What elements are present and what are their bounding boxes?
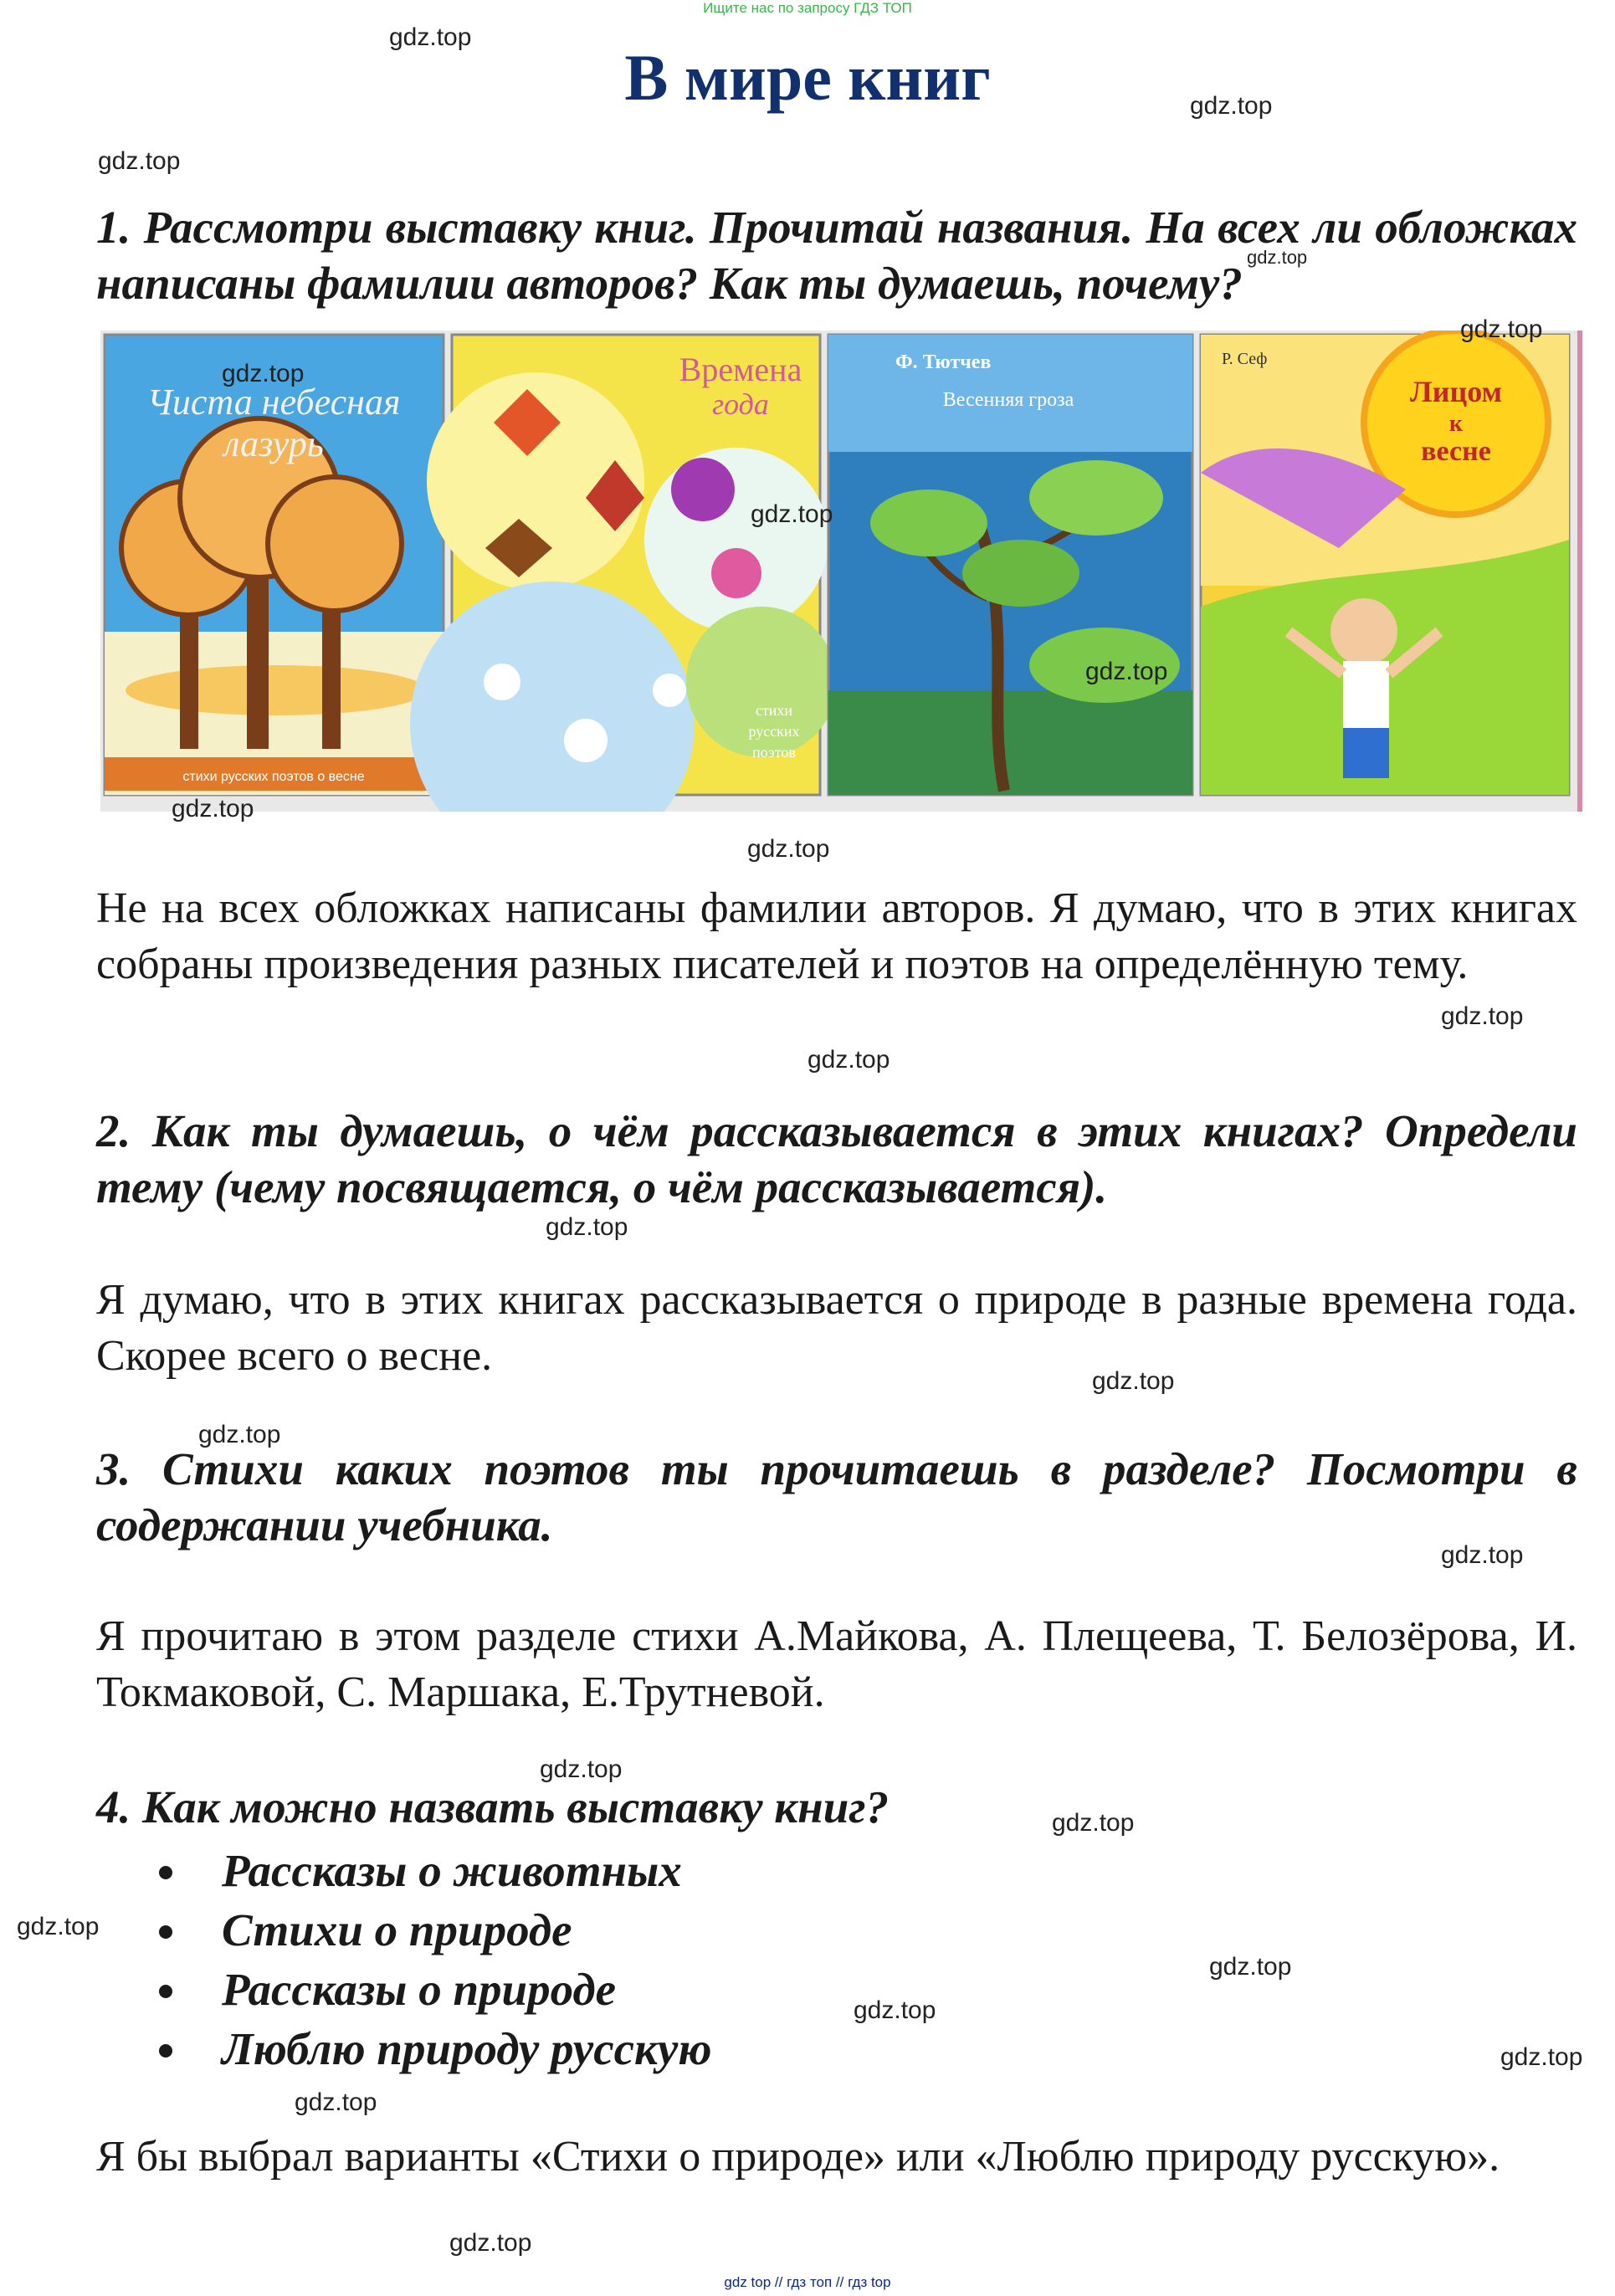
watermark: gdz.top [172, 795, 254, 823]
answer-1: Не на всех обложках написаны фамилии авторов. Я думаю, что в этих книгах собраны произведения разных писателей и поэтов на определённую тему. [96, 884, 1577, 988]
question-1: 1. Рассмотри выставку книг. Прочитай названия. На всех ли обложках написаны фамилии авторов? Как ты думаешь, почему? [96, 202, 1577, 309]
book-3-title: Весенняя гроза [942, 389, 1074, 411]
watermark: gdz.top [1441, 1541, 1524, 1569]
question-4: 4. Как можно назвать выставку книг? [96, 1781, 890, 1832]
bullet-icon [159, 1866, 172, 1879]
book-1-title-line1: Чиста небесная [146, 382, 401, 423]
watermark: gdz.top [1441, 1002, 1524, 1030]
book-2-bottom-text-1: стихи [755, 702, 793, 719]
book-1-title-line2: лазурь [223, 423, 324, 464]
watermark: gdz.top [1500, 2043, 1583, 2071]
header-note: Ищите нас по запросу ГДЗ ТОП [703, 0, 912, 16]
watermark: gdz.top [1190, 92, 1273, 120]
book-3-author: Ф. Тютчев [895, 351, 992, 373]
watermark: gdz.top [222, 360, 305, 387]
list-item: Стихи о природе [159, 1900, 711, 1960]
watermark: gdz.top [17, 1913, 100, 1940]
answer-4: Я бы выбрал варианты «Стихи о природе» или «Люблю природу русскую». [96, 2133, 1500, 2181]
book-cover-2 [410, 335, 837, 812]
answer-2: Я думаю, что в этих книгах рассказывается о природе в разные времена года. Скорее всего о весне. [96, 1276, 1577, 1380]
answer-3: Я прочитаю в этом разделе стихи А.Майкова, А. Плещеева, Т. Белозёрова, И. Токмаковой, С. Маршака, Е.Трутневой. [96, 1612, 1577, 1716]
list-item: Люблю природу русскую [159, 2019, 711, 2078]
book-2-bottom-text-2: русских [748, 723, 800, 740]
book-2-title-line2: года [712, 387, 769, 421]
bullet-icon [159, 1985, 172, 1998]
book-cover-4 [1201, 331, 1569, 795]
page-title: В мире книг [624, 41, 991, 114]
watermark: gdz.top [751, 500, 833, 528]
footer-note: gdz top // гдз топ // гдз top [724, 2274, 891, 2290]
watermark: gdz.top [854, 1996, 936, 2024]
book-4-author: Р. Сеф [1222, 350, 1268, 368]
watermark: gdz.top [98, 147, 181, 175]
watermark: gdz.top [295, 2088, 377, 2116]
watermark: gdz.top [449, 2229, 532, 2257]
watermark: gdz.top [1085, 658, 1168, 685]
watermark: gdz.top [747, 835, 830, 863]
book-4-title-line3: весне [1421, 436, 1491, 467]
book-4-title-line1: Лицом [1409, 375, 1503, 408]
options-list [159, 1841, 711, 2078]
watermark: gdz.top [1247, 247, 1308, 268]
watermark: gdz.top [1052, 1809, 1135, 1837]
question-3: 3. Стихи каких поэтов ты прочитаешь в разделе? Посмотри в содержании учебника. [96, 1443, 1577, 1550]
bullet-icon [159, 1925, 172, 1939]
watermark: gdz.top [1092, 1367, 1175, 1395]
watermark: gdz.top [546, 1213, 628, 1241]
book-cover-3 [828, 335, 1192, 795]
watermark: gdz.top [198, 1421, 281, 1448]
book-2-title-line1: Времена [679, 351, 802, 388]
question-2: 2. Как ты думаешь, о чём рассказывается в этих книгах? Определи тему (чему посвящается, о чём рассказывается). [96, 1105, 1577, 1212]
watermark: gdz.top [1460, 315, 1543, 343]
book-1-bottom-text: стихи русских поэтов о весне [182, 770, 365, 784]
watermark: gdz.top [808, 1046, 890, 1074]
book-cover-1 [105, 335, 443, 795]
list-item: Рассказы о животных [159, 1841, 711, 1900]
book-covers-image [100, 331, 1582, 812]
watermark: gdz.top [1209, 1953, 1292, 1981]
list-item: Рассказы о природе [159, 1960, 711, 2019]
book-4-title-line2: к [1448, 411, 1464, 437]
watermark: gdz.top [389, 23, 472, 51]
watermark: gdz.top [540, 1755, 623, 1783]
book-2-bottom-text-3: поэтов [752, 744, 796, 761]
bullet-icon [159, 2044, 172, 2058]
